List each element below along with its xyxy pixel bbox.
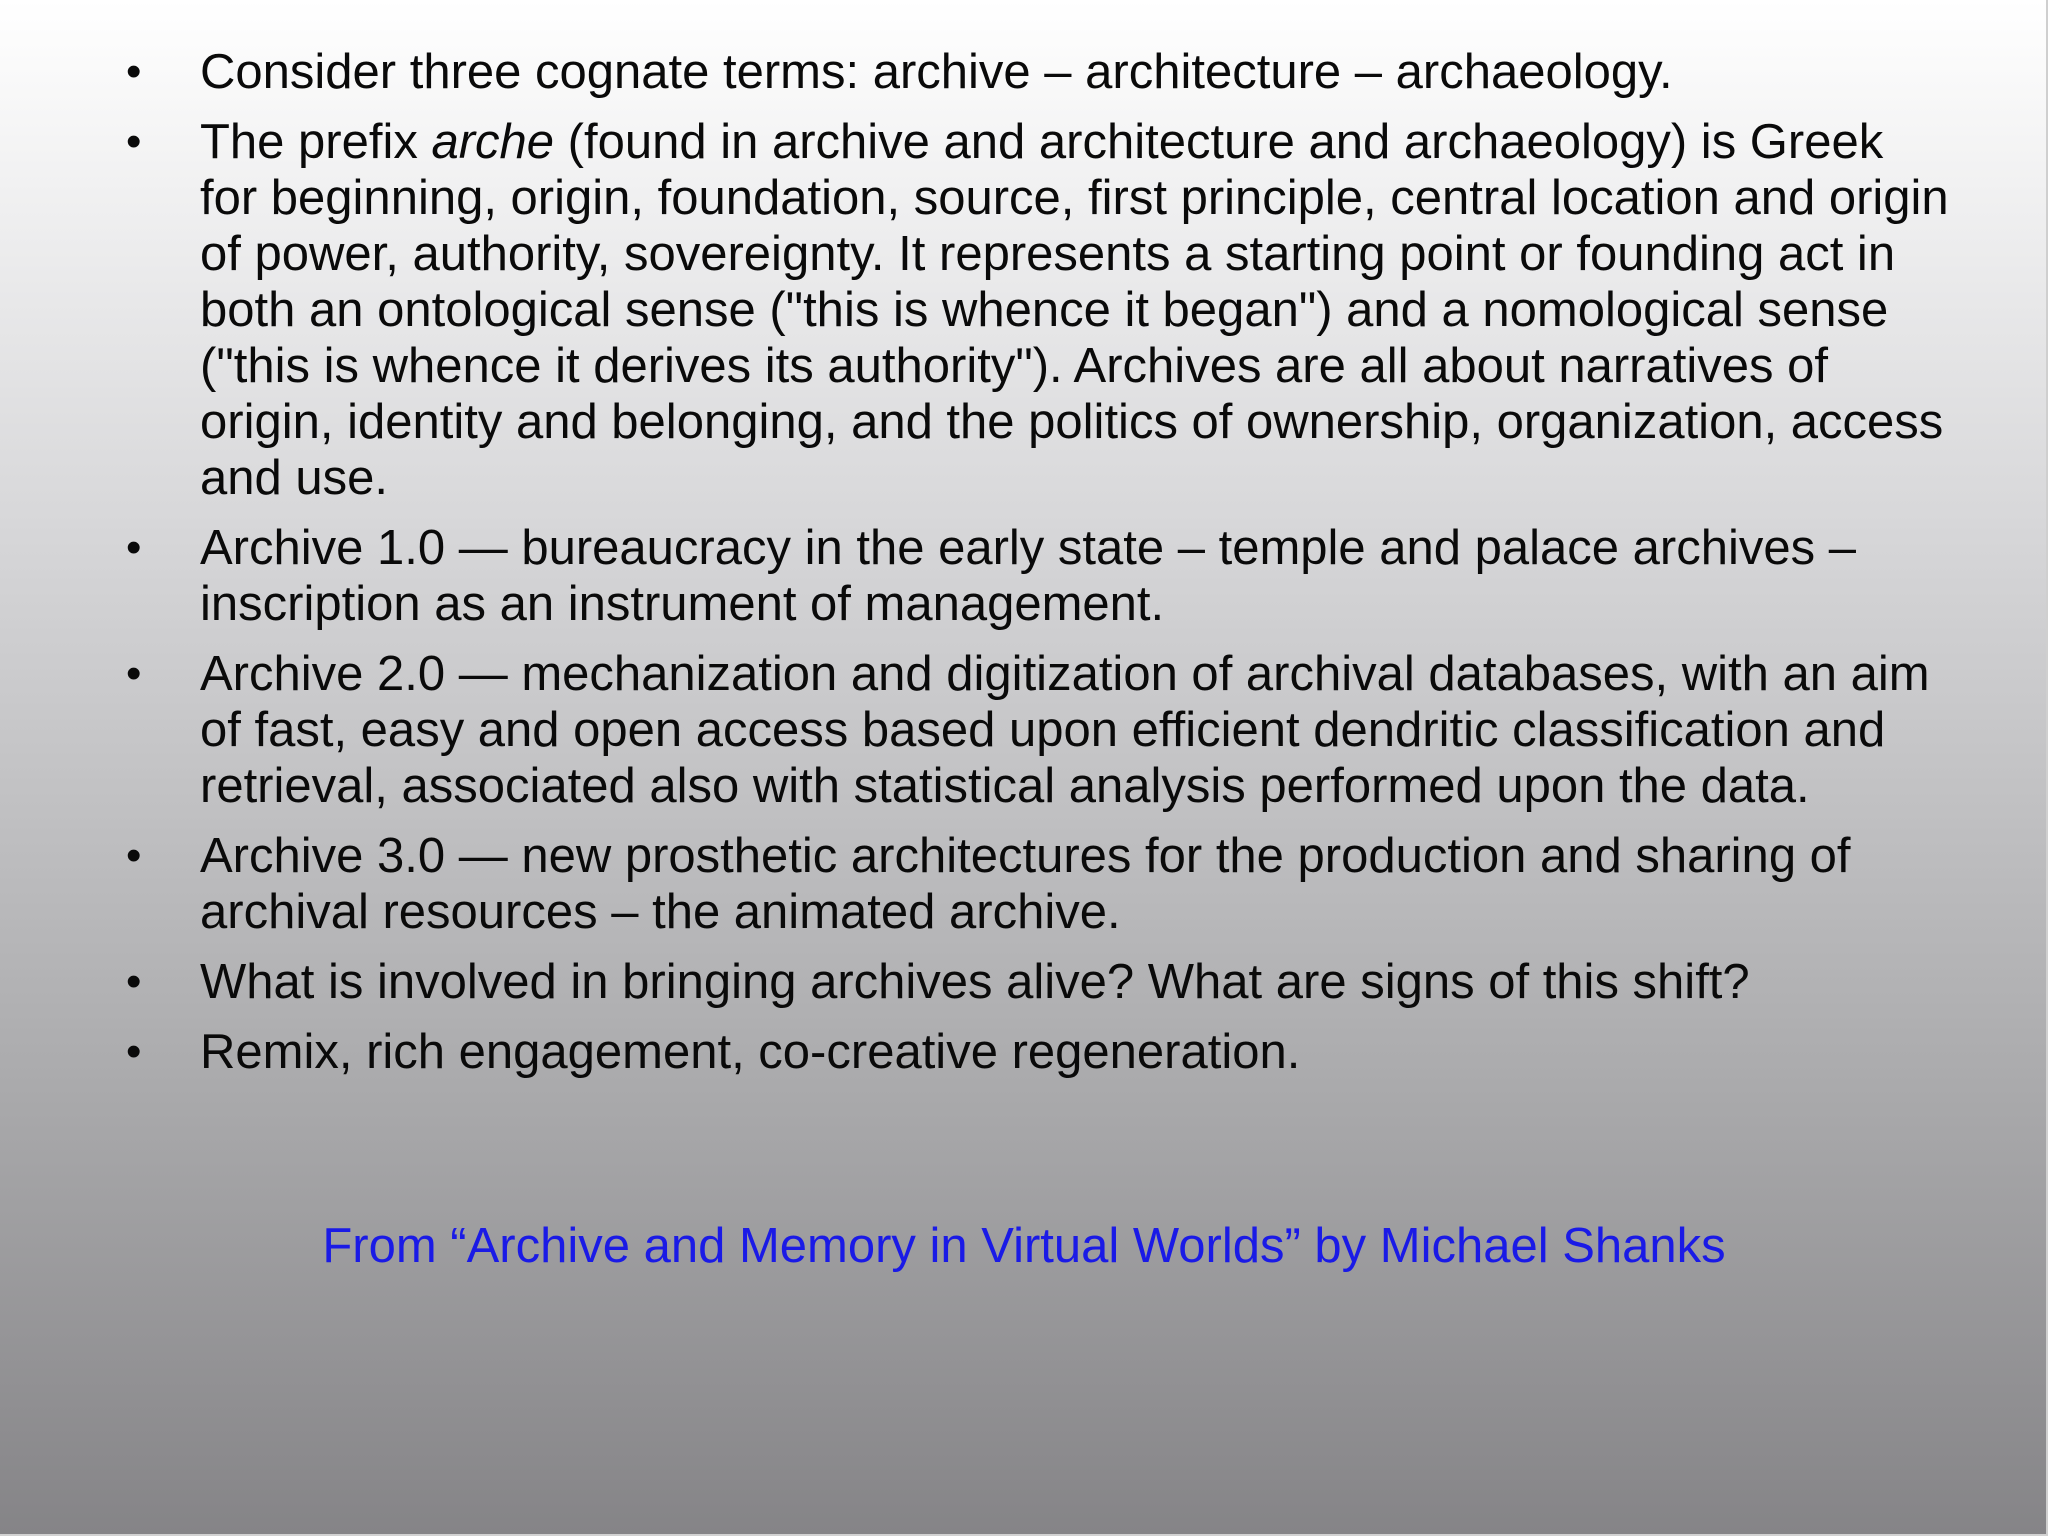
bullet-dot-icon: • — [126, 649, 142, 698]
citation: From “Archive and Memory in Virtual Worlds” by Michael Shanks — [322, 1219, 1726, 1273]
bullet-item — [120, 954, 1950, 1010]
bullet-item — [120, 1024, 1950, 1080]
bullet-dot-icon: • — [126, 957, 142, 1006]
bullet-text: Archive 1.0 — bureaucracy in the early state – temple and palace archives – inscription as an instrument of management. — [200, 521, 1856, 631]
bullet-text: Consider three cognate terms: archive – architecture – archaeology. — [200, 45, 1673, 99]
bullet-list — [120, 44, 1950, 1094]
bullet-text: Archive 2.0 — mechanization and digitization of archival databases, with an aim of fast, easy and open access based upon efficient dendritic classification and retrieval, associated also with statistical analysis performed upon the data. — [200, 647, 1930, 813]
bullet-text-after: (found in archive and architecture and archaeology) is Greek for beginning, origin, foundation, source, first principle, central location and origin of power, authority, sovereignty. It represents a starting point or founding act in both an ontological sense ("this is whence it began") and a nomological sense ("this is whence it derives its authority"). Archives are all about narratives of origin, identity and belonging, and the politics of ownership, organization, access and use. — [200, 115, 1949, 505]
bullet-item — [120, 114, 1950, 506]
bullet-dot-icon: • — [126, 1027, 142, 1076]
bullet-dot-icon: • — [126, 523, 142, 572]
bullet-item — [120, 44, 1950, 100]
bullet-text-italic: arche — [431, 115, 555, 169]
bullet-text: What is involved in bringing archives alive? What are signs of this shift? — [200, 955, 1750, 1009]
bullet-dot-icon: • — [126, 831, 142, 880]
bullet-text: Remix, rich engagement, co-creative regeneration. — [200, 1025, 1301, 1079]
bullet-dot-icon: • — [126, 47, 142, 96]
bullet-item — [120, 646, 1950, 814]
bullet-dot-icon: • — [126, 117, 142, 166]
bullet-item — [120, 520, 1950, 632]
bullet-text: Archive 3.0 — new prosthetic architectures for the production and sharing of archival resources – the animated archive. — [200, 829, 1851, 939]
bullet-text-before: The prefix — [200, 115, 432, 169]
bullet-item — [120, 828, 1950, 940]
